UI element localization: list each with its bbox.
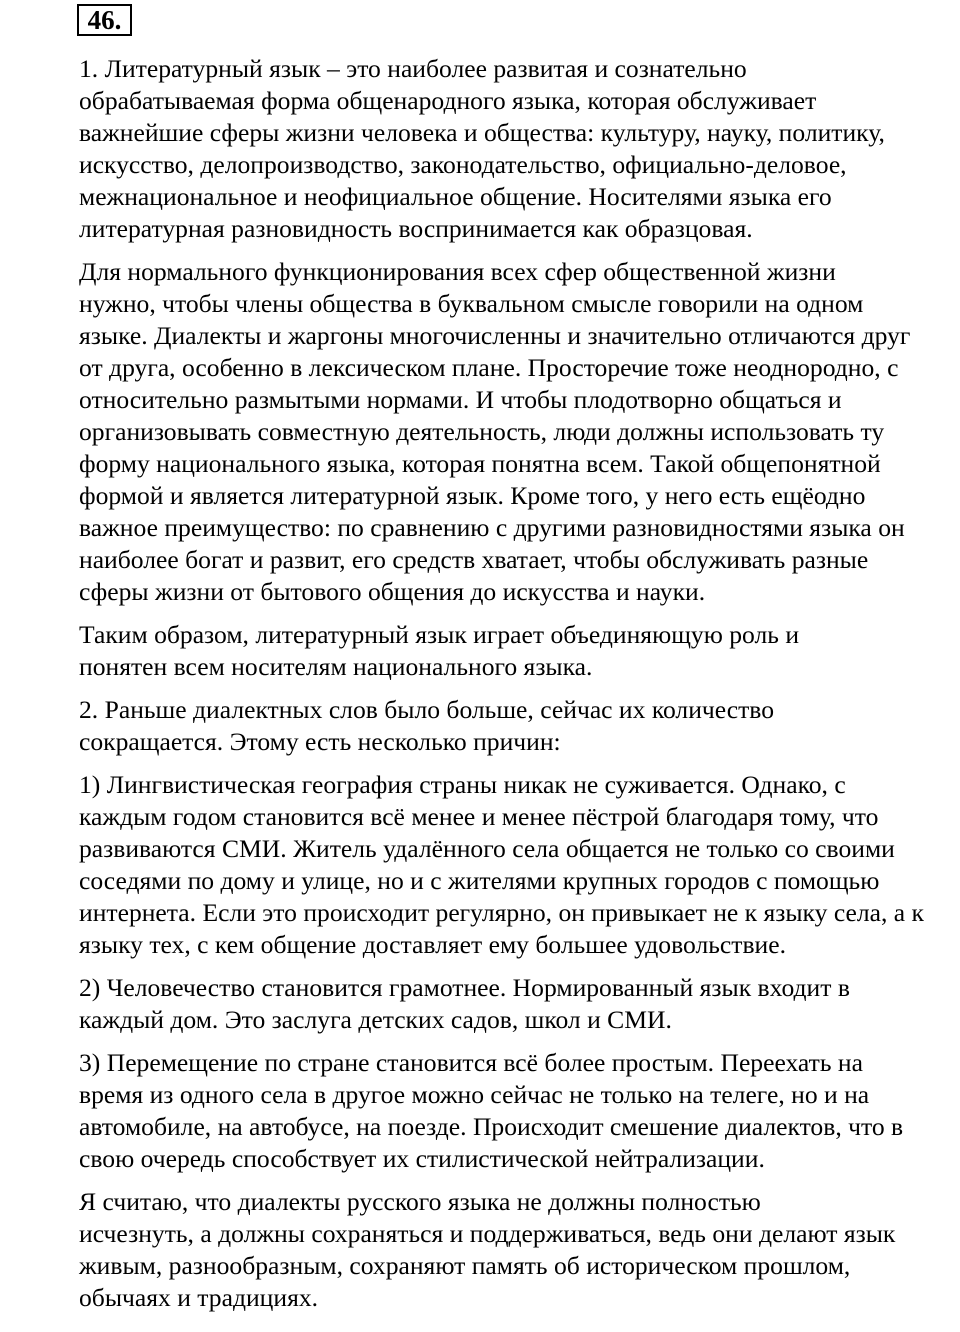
paragraph <box>8 1047 948 1175</box>
text-line: языке. Диалекты и жаргоны многочисленны и значительно отличаются друг <box>79 321 911 350</box>
text-line: языку тех, с кем общение доставляет ему большее удовольствие. <box>79 930 787 959</box>
text-line: межнациональное и неофициальное общение. Носителями языка его <box>79 182 832 211</box>
text-line: время из одного села в другое можно сейчас не только на телеге, но и на <box>79 1080 870 1109</box>
text-line: интернета. Если это происходит регулярно, он привыкает не к языку села, а к <box>79 898 924 927</box>
text-line: каждый дом. Это заслуга детских садов, школ и СМИ. <box>79 1005 672 1034</box>
text-line: литературная разновидность воспринимается как образцовая. <box>79 214 753 243</box>
paragraph <box>8 694 948 758</box>
text-line: относительно размытыми нормами. И чтобы плодотворно общаться и <box>79 385 842 414</box>
text-line: соседями по дому и улице, но и с жителями крупных городов с помощью <box>79 866 880 895</box>
text-line: важное преимущество: по сравнению с другими разновидностями языка он <box>79 513 905 542</box>
text-line: 2) Человечество становится грамотнее. Нормированный язык входит в <box>79 973 850 1002</box>
text-line: обычаях и традициях. <box>79 1283 319 1312</box>
paragraph <box>8 53 948 245</box>
text-line: автомобиле, на автобусе, на поезде. Происходит смешение диалектов, что в <box>79 1112 904 1141</box>
paragraph <box>8 256 948 608</box>
text-line: форму национального языка, которая понятна всем. Такой общепонятной <box>79 449 881 478</box>
text-line: Таким образом, литературный язык играет объединяющую роль и <box>79 620 800 649</box>
text-line: от друга, особенно в лексическом плане. Просторечие тоже неоднородно, с <box>79 353 899 382</box>
text-line: исчезнуть, а должны сохраняться и поддерживаться, ведь они делают язык <box>79 1219 896 1248</box>
text-line: сферы жизни от бытового общения до искусства и науки. <box>79 577 706 606</box>
text-line: искусство, делопроизводство, законодательство, официально-деловое, <box>79 150 847 179</box>
text-line: живым, разнообразным, сохраняют память об историческом прошлом, <box>79 1251 851 1280</box>
text-line: каждым годом становится всё менее и менее пёстрой благодаря тому, что <box>79 802 879 831</box>
paragraph <box>8 1186 948 1314</box>
text-line: свою очередь способствует их стилистической нейтрализации. <box>79 1144 765 1173</box>
text-line: 1) Лингвистическая география страны никак не суживается. Однако, с <box>79 770 846 799</box>
text-line: Я считаю, что диалекты русского языка не должны полностью <box>79 1187 761 1216</box>
text-line: развиваются СМИ. Житель удалённого села общается не только со своими <box>79 834 895 863</box>
text-line: формой и является литературной язык. Кроме того, у него есть ещёодно <box>79 481 866 510</box>
task-number-box: 46. <box>77 4 132 36</box>
text-line: наиболее богат и развит, его средств хватает, чтобы обслуживать разные <box>79 545 869 574</box>
text-line: 2. Раньше диалектных слов было больше, сейчас их количество <box>79 695 775 724</box>
text-line: сокращается. Этому есть несколько причин: <box>79 727 561 756</box>
text-line: нужно, чтобы члены общества в буквальном смысле говорили на одном <box>79 289 864 318</box>
text-line: 3) Перемещение по стране становится всё более простым. Переехать на <box>79 1048 863 1077</box>
text-line: 1. Литературный язык – это наиболее развитая и сознательно <box>79 54 747 83</box>
paragraph <box>8 619 948 683</box>
text-line: важнейшие сферы жизни человека и общества: культуру, науку, политику, <box>79 118 885 147</box>
text-line: Для нормального функционирования всех сфер общественной жизни <box>79 257 836 286</box>
text-line: организовывать совместную деятельность, люди должны использовать ту <box>79 417 885 446</box>
answer-text <box>8 53 948 1325</box>
paragraph <box>8 769 948 961</box>
paragraph <box>8 972 948 1036</box>
text-line: понятен всем носителям национального языка. <box>79 652 593 681</box>
text-line: обрабатываемая форма общенародного языка, которая обслуживает <box>79 86 817 115</box>
